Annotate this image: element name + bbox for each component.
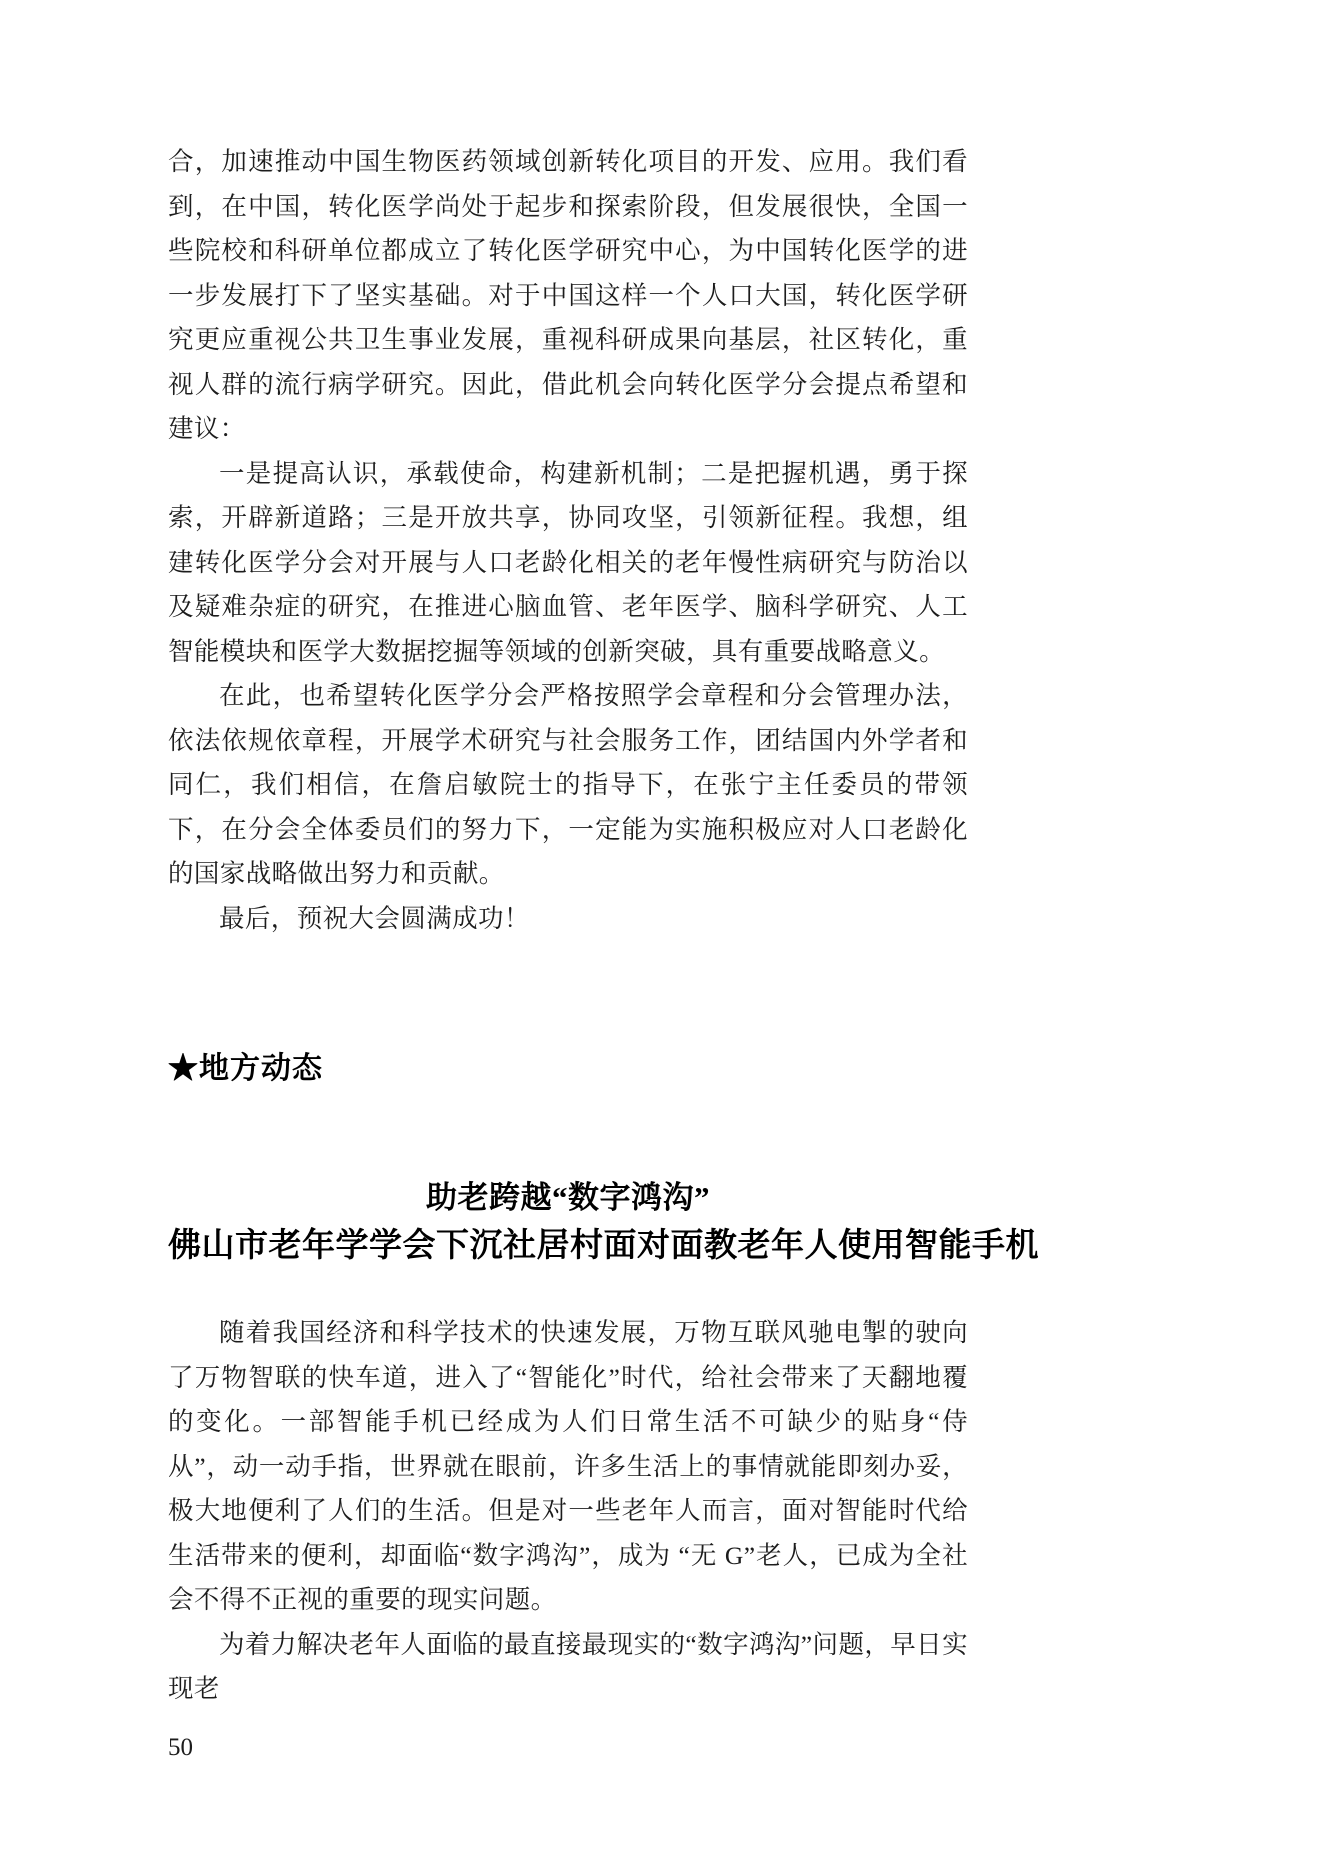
section-heading-local-news: ★地方动态 xyxy=(168,1052,323,1085)
body-paragraph-4: 最后，预祝大会圆满成功！ xyxy=(219,903,530,933)
article-paragraph-2: 为着力解决老年人面临的最直接最现实的“数字鸿沟”问题，早日实现老 xyxy=(168,1629,968,1703)
spacer-before-article-title xyxy=(168,1089,968,1175)
body-paragraph-1: 合，加速推动中国生物医药领域创新转化项目的开发、应用。我们看到，在中国，转化医学尚处于起步和探索阶段，但发展很快，全国一些院校和科研单位都成立了转化医学研究中心，为中国转化医学的进一步发展打下了坚实基础。对于中国这样一个人口大国，转化医学研究更应重视公共卫生事业发展，重视科研成果向基层，社区转化，重视人群的流行病学研究。因此，借此机会向转化医学分会提点希望和建议： xyxy=(168,147,968,443)
spacer-before-article-body xyxy=(168,1271,968,1311)
article-paragraph-1: 随着我国经济和科学技术的快速发展，万物互联风驰电掣的驶向了万物智联的快车道，进入了“智能化”时代，给社会带来了天翻地覆的变化。一部智能手机已经成为人们日常生活不可缺少的贴身“侍从”，动一动手指，世界就在眼前，许多生活上的事情就能即刻办妥，极大地便利了人们的生活。但是对一些老年人而言，面对智能时代给生活带来的便利，却面临“数字鸿沟”，成为 “无 G”老人，已成为全社会不得不正视的重要的现实问题。 xyxy=(168,1318,968,1614)
page-number: 50 xyxy=(168,1734,193,1761)
article-title-main: 助老跨越“数字鸿沟” xyxy=(426,1180,710,1215)
spacer-before-section-heading xyxy=(168,941,968,1049)
article-title-sub: 佛山市老年学学会下沉社居村面对面教老年人使用智能手机 xyxy=(168,1228,1039,1264)
body-paragraph-3: 在此，也希望转化医学分会严格按照学会章程和分会管理办法，依法依规依章程，开展学术研究与社会服务工作，团结国内外学者和同仁，我们相信，在詹启敏院士的指导下，在张宁主任委员的带领下，在分会全体委员们的努力下，一定能为实施积极应对人口老龄化的国家战略做出努力和贡献。 xyxy=(168,681,968,888)
page-content xyxy=(168,140,1039,1712)
body-paragraph-2: 一是提高认识，承载使命，构建新机制；二是把握机遇，勇于探索，开辟新道路；三是开放共享，协同攻坚，引领新征程。我想，组建转化医学分会对开展与人口老龄化相关的老年慢性病研究与防治以及疑难杂症的研究，在推进心脑血管、老年医学、脑科学研究、人工智能模块和医学大数据挖掘等领域的创新突破，具有重要战略意义。 xyxy=(168,458,968,666)
